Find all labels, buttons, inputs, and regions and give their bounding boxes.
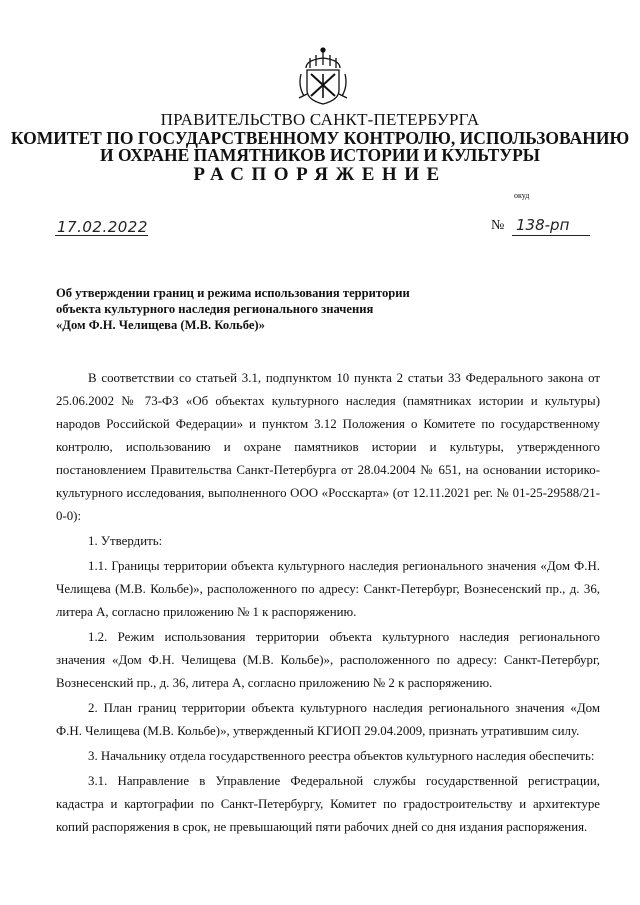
coat-of-arms-icon <box>296 46 350 108</box>
paragraph-2: 2. План границ территории объекта культурного наследия регионального значения «Дом Ф.Н. Челищева (М.В. Кольбе)», утвержденный КГИОП 29.04.2009, признать утратившим силу. <box>56 701 600 738</box>
subject-line-2: объекта культурного наследия регионального значения <box>56 302 374 316</box>
committee-name-line-2: И ОХРАНЕ ПАМЯТНИКОВ ИСТОРИИ И КУЛЬТУРЫ <box>100 145 540 165</box>
committee-name-line-1: КОМИТЕТ ПО ГОСУДАРСТВЕННОМУ КОНТРОЛЮ, ИСПОЛЬЗОВАНИЮ <box>10 128 630 148</box>
paragraph-3-1: 3.1. Направление в Управление Федеральной службы государственной регистрации, кадастра и картографии по Санкт-Петербургу, Комитет по градостроительству и архитектуре копий распоряжения в срок, не превышающий пяти рабочих дней со дня издания распоряжения. <box>56 774 600 834</box>
number-sign: № <box>491 218 505 233</box>
paragraph-1-1: 1.1. Границы территории объекта культурного наследия регионального значения «Дом Ф.Н. Челищева (М.В. Кольбе)», расположенного по адресу: Санкт-Петербург, Вознесенский пр., д. 36, литера А, согласно приложению № 1 к распоряжению. <box>56 559 600 619</box>
number-field <box>512 215 590 236</box>
number-value: 138-рп <box>516 216 570 234</box>
paragraph-3: 3. Начальнику отдела государственного реестра объектов культурного наследия обеспечить: <box>88 749 595 763</box>
subject-line-3: «Дом Ф.Н. Челищева (М.В. Кольбе)» <box>56 318 265 332</box>
document-subject <box>56 285 476 333</box>
date-value: 17.02.2022 <box>57 218 148 236</box>
okud-label: окуд <box>514 191 530 200</box>
intro-paragraph: В соответствии со статьей 3.1, подпунктом 10 пункта 2 статьи 33 Федерального закона от 25.06.2002 № 73-ФЗ «Об объектах культурного наследия (памятниках истории и культуры) народов Российской Федерации» и пунктом 3.12 Положения о Комитете по государственному контролю, использованию и охране памятников истории и культуры, утвержденного постановлением Правительства Санкт-Петербурга от 28.04.2004 № 651, на основании историко-культурного исследования, выполненного ООО «Росскарта» (от 12.11.2021 рег. № 01-25-29588/21-0-0): <box>56 371 600 523</box>
paragraph-1-2: 1.2. Режим использования территории объекта культурного наследия регионального значения «Дом Ф.Н. Челищева (М.В. Кольбе)», расположенного по адресу: Санкт-Петербург, Вознесенский пр., д. 36, литера А, согласно приложению № 2 к распоряжению. <box>56 630 600 690</box>
document-type: РАСПОРЯЖЕНИЕ <box>193 164 447 185</box>
paragraph-1: 1. Утвердить: <box>88 534 163 548</box>
subject-line-1: Об утверждении границ и режима использования территории <box>56 286 410 300</box>
document-body <box>56 367 600 839</box>
date-field <box>55 217 148 236</box>
government-name: ПРАВИТЕЛЬСТВО САНКТ-ПЕТЕРБУРГА <box>160 110 480 129</box>
